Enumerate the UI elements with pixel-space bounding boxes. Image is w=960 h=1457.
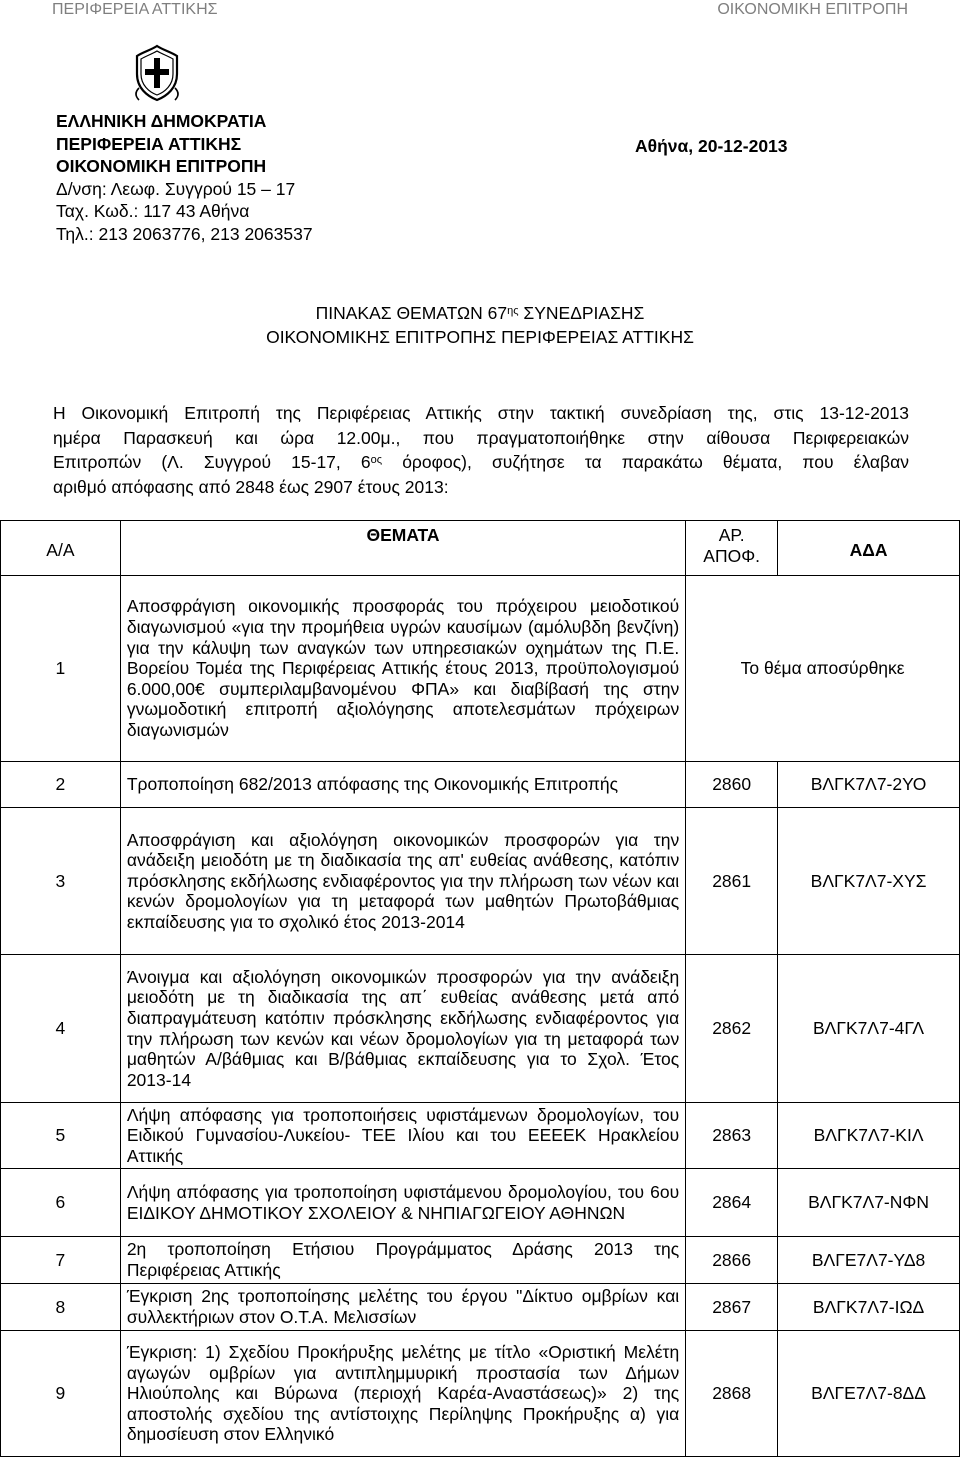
- intro-line3-suffix: όροφος), συζήτησε τα παρακάτω θέματα, που έλαβαν: [382, 452, 909, 473]
- row-decision-number: 2861: [686, 808, 778, 955]
- running-header: [0, 0, 960, 22]
- row-ada: ΒΛΓΚ7Λ7-4ΓΛ: [778, 955, 960, 1103]
- table-row: [1, 1169, 960, 1237]
- row-ada: ΒΛΓΚ7Λ7-2ΥΟ: [778, 762, 960, 808]
- row-number: 9: [1, 1331, 121, 1457]
- intro-line: Η Οικονομική Επιτροπή της Περιφέρειας Αττικής στην τακτική συνεδρίαση της, στις 13-12-2013: [53, 403, 909, 423]
- intro-paragraph: [53, 401, 909, 500]
- row-number: 7: [1, 1237, 121, 1284]
- row-decision-number: 2860: [686, 762, 778, 808]
- running-header-right: ΟΙΚΟΝΟΜΙΚΗ ΕΠΙΤΡΟΠΗ: [717, 1, 908, 18]
- table-header-row: [1, 521, 960, 576]
- title-prefix: ΠΙΝΑΚΑΣ ΘΕΜΑΤΩΝ 67: [315, 303, 508, 323]
- table-row: [1, 1331, 960, 1457]
- sender-block: [56, 110, 313, 246]
- row-number: 8: [1, 1284, 121, 1331]
- topics-table: [0, 520, 960, 1457]
- sender-line: ΠΕΡΙΦΕΡΕΙΑ ΑΤΤΙΚΗΣ: [56, 133, 242, 154]
- row-topic: Τροποποίηση 682/2013 απόφασης της Οικονομικής Επιτροπής: [120, 762, 685, 808]
- intro-line: ημέρα Παρασκευή και ώρα 12.00μ., που πραγματοποιήθηκε στην αίθουσα Περιφερειακών: [53, 427, 909, 448]
- row-ada: ΒΛΓΕ7Λ7-8ΔΔ: [778, 1331, 960, 1457]
- row-number: 1: [1, 576, 121, 762]
- sender-line: ΟΙΚΟΝΟΜΙΚΗ ΕΠΙΤΡΟΠΗ: [56, 156, 267, 177]
- row-ada: ΒΛΓΚ7Λ7-ΧΥΣ: [778, 808, 960, 955]
- row-number: 6: [1, 1169, 121, 1237]
- row-topic: Έγκριση 2ης τροποποίησης μελέτης του έργου "Δίκτυο ομβρίων και συλλεκτήριων στον Ο.Τ.Α. Μελισσίων: [120, 1284, 685, 1331]
- row-ada: ΒΛΓΚ7Λ7-ΙΩΔ: [778, 1284, 960, 1331]
- intro-superscript: ος: [370, 454, 383, 467]
- row-topic: Αποσφράγιση και αξιολόγηση οικονομικών προσφορών για την ανάδειξη μειοδότη με τη διαδικασία της απ' ευθείας ανάθεσης, κατόπιν πρόσκλησης εκδήλωσης ενδιαφέροντος για την πλήρωση των νέων και κενών δρομολογίων για τη μεταφορά των μαθητών Πρωτοβάθμιας εκπαίδευσης για το σχολικό έτος 2013-2014: [120, 808, 685, 955]
- greek-coat-of-arms-icon: [133, 44, 181, 102]
- title-suffix: ΣΥΝΕΔΡΙΑΣΗΣ: [518, 303, 645, 323]
- row-decision-number: 2863: [686, 1103, 778, 1169]
- row-topic: Άνοιγμα και αξιολόγηση οικονομικών προσφορών για την ανάδειξη μειοδότη με τη διαδικασία της απ΄ ευθείας ανάθεσης μετά από διαπραγμάτευση κατόπιν πρόσκλησης εκδήλωσης ενδιαφέροντος για την πλήρωση των κενών και νέων δρομολογίων για τη μεταφορά των μαθητών Α/βάθμιας και Β/βάθμιας εκπαίδευσης για το Σχολ. Έτος 2013-14: [120, 955, 685, 1103]
- row-topic: Αποσφράγιση οικονομικής προσφοράς του πρόχειρου μειοδοτικού διαγωνισμού «για την προμήθεια υγρών καυσίμων (αμόλυβδη βενζίνη) για την κάλυψη των αναγκών των υπηρεσιακών οχημάτων της Π.Ε. Βορείου Τομέα της Περιφέρειας Αττικής έτους 2013, προϋπολογισμού 6.000,00€ συμπεριλαμβανομένου ΦΠΑ» και διαβίβασή της στην γνωμοδοτική επιτροπή αξιολόγησης αποτελεσμάτων πρόχειρων διαγωνισμών: [120, 576, 685, 762]
- header-decision-number-line2: ΑΠΟΦ.: [703, 546, 761, 566]
- table-row: [1, 1284, 960, 1331]
- header-ada: ΑΔΑ: [778, 521, 960, 576]
- row-number: 4: [1, 955, 121, 1103]
- sender-line: Δ/νση: Λεωφ. Συγγρού 15 – 17: [56, 178, 296, 199]
- sender-line: ΕΛΛΗΝΙΚΗ ΔΗΜΟΚΡΑΤΙΑ: [56, 111, 267, 131]
- row-decision-number: 2864: [686, 1169, 778, 1237]
- row-topic: Λήψη απόφασης για τροποποιήσεις υφιστάμενων δρομολογίων, του Ειδικού Γυμνασίου-Λυκείου- ΤΕΕ Ιλίου και του ΕΕΕΕΚ Ηρακλείου Αττικής: [120, 1103, 685, 1169]
- row-decision-number: 2866: [686, 1237, 778, 1284]
- row-ada: ΒΛΓΚ7Λ7-ΚΙΛ: [778, 1103, 960, 1169]
- row-decision-number: 2862: [686, 955, 778, 1103]
- row-topic: Λήψη απόφασης για τροποποίηση υφιστάμενου δρομολογίου, του 6ου ΕΙΔΙΚΟΥ ΔΗΜΟΤΙΚΟΥ ΣΧΟΛΕΙΟΥ & ΝΗΠΙΑΓΩΓΕΙΟΥ ΑΘΗΝΩΝ: [120, 1169, 685, 1237]
- document-date: Αθήνα, 20-12-2013: [635, 136, 788, 156]
- sender-line: Τηλ.: 213 2063776, 213 2063537: [56, 223, 313, 244]
- table-row: [1, 576, 960, 762]
- document-title-line2: ΟΙΚΟΝΟΜΙΚΗΣ ΕΠΙΤΡΟΠΗΣ ΠΕΡΙΦΕΡΕΙΑΣ ΑΤΤΙΚΗΣ: [266, 327, 694, 347]
- table-row: [1, 1103, 960, 1169]
- row-decision-number: 2868: [686, 1331, 778, 1457]
- row-withdrawn-note: Το θέμα αποσύρθηκε: [686, 576, 960, 762]
- header-decision-number: [686, 521, 778, 576]
- table-row: [1, 762, 960, 808]
- row-number: 2: [1, 762, 121, 808]
- row-ada: ΒΛΓΚ7Λ7-ΝΦΝ: [778, 1169, 960, 1237]
- row-topic: Έγκριση: 1) Σχεδίου Προκήρυξης μελέτης με τίτλο «Οριστική Μελέτη αγωγών ομβρίων για αντιπλημμυρική προστασία των Δήμων Ηλιούπολης και Βύρωνα (περιοχή Καρέα-Αναστάσεως)» 2) της αποστολής σχεδίου της αντίστοιχης Περίληψης Προκήρυξης α) για δημοσίευση στον Ελληνικό: [120, 1331, 685, 1457]
- row-topic: 2η τροποποίηση Ετήσιου Προγράμματος Δράσης 2013 της Περιφέρειας Αττικής: [120, 1237, 685, 1284]
- document-title-line1: [0, 302, 960, 325]
- intro-line: αριθμό απόφασης από 2848 έως 2907 έτους 2013:: [53, 477, 449, 498]
- sender-line: Ταχ. Κωδ.: 117 43 Αθήνα: [56, 201, 250, 222]
- table-row: [1, 808, 960, 955]
- running-header-left: ΠΕΡΙΦΕΡΕΙΑ ΑΤΤΙΚΗΣ: [52, 1, 218, 18]
- row-decision-number: 2867: [686, 1284, 778, 1331]
- table-row: [1, 955, 960, 1103]
- row-number: 5: [1, 1103, 121, 1169]
- intro-line3-prefix: Επιτροπών (Λ. Συγγρού 15-17, 6: [53, 452, 371, 473]
- table-row: [1, 1237, 960, 1284]
- header-topics: ΘΕΜΑΤΑ: [120, 521, 685, 576]
- row-number: 3: [1, 808, 121, 955]
- title-superscript: ης: [507, 305, 519, 317]
- row-ada: ΒΛΓΕ7Λ7-ΥΔ8: [778, 1237, 960, 1284]
- intro-line: [53, 450, 909, 475]
- header-decision-number-line1: ΑΡ.: [718, 525, 745, 545]
- header-aa: Α/Α: [1, 521, 121, 576]
